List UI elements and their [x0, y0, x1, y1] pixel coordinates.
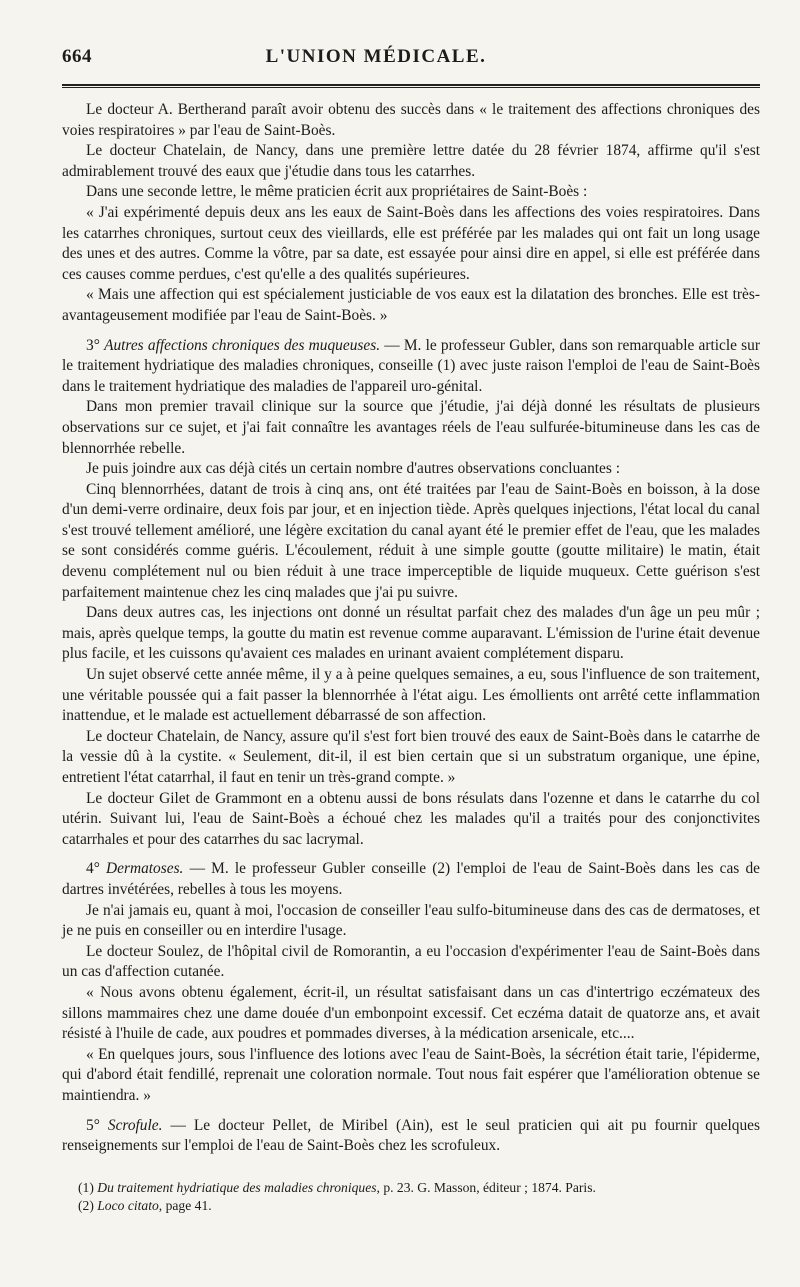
article-body	[62, 100, 760, 1157]
paragraph: Dans deux autres cas, les injections ont donné un résultat parfait chez des malades d'un âge un peu mûr ; mais, après quelque temps, la goutte du matin est revenue comme auparavant. L'émission de l'urine était devenue plus facile, et les cuissons qu'avaient ces malades en urinant avaient complétement disparu.	[62, 604, 760, 663]
paragraph: Le docteur Chatelain, de Nancy, dans une première lettre datée du 28 février 1874, affirme qu'il s'est admirablement trouvé des eaux que j'étudie dans tous les catarrhes.	[62, 142, 760, 180]
footnote: (1) Du traitement hydriatique des maladies chroniques, p. 23. G. Masson, éditeur ; 1874. Paris.	[78, 1179, 596, 1195]
paragraph: Dans une seconde lettre, le même praticien écrit aux propriétaires de Saint-Boès :	[86, 183, 588, 201]
section-heading-paragraph: 3° Autres affections chroniques des muqueuses. — M. le professeur Gubler, dans son remarquable article sur le traitement hydriatique des maladies chroniques, conseille (1) avec juste raison l'emploi de l'eau de Saint-Boès dans le traitement hydriatique des maladies de l'appareil uro-génital.	[62, 336, 760, 395]
paragraph: Le docteur Soulez, de l'hôpital civil de Romorantin, a eu l'occasion d'expérimenter l'eau de Saint-Boès dans un cas d'affection cutanée.	[62, 942, 760, 981]
paragraph: Je n'ai jamais eu, quant à moi, l'occasion de conseiller l'eau sulfo-bitumineuse dans des cas de dermatoses, et je ne puis en conseiller ou en interdire l'usage.	[62, 901, 760, 940]
header-rule	[62, 84, 760, 88]
page-number: 664	[62, 46, 92, 67]
paragraph: « Nous avons obtenu également, écrit-il, un résultat satisfaisant dans un cas d'intertrigo eczémateux des sillons mammaires chez une dame douée d'un embonpoint excessif. Cet eczéma datait de quatorze ans, et avait résisté à l'huile de cade, aux poudres et pommades diverses, à la médication arsenicale, etc....	[62, 983, 760, 1043]
paragraph: Le docteur A. Bertherand paraît avoir obtenu des succès dans « le traitement des affections chroniques des voies respiratoires » par l'eau de Saint-Boès.	[62, 101, 760, 139]
section-heading: Scrofule.	[107, 1116, 163, 1134]
paragraph: Le docteur Gilet de Grammont en a obtenu aussi de bons résulats dans l'ozenne et dans le catarrhe du col utérin. Suivant lui, l'eau de Saint-Boès a échoué chez les malades qu'il a traités pour des conjonctivites catarrhales et pour des catarrhes du sac lacrymal.	[62, 789, 760, 848]
running-header	[62, 46, 760, 68]
section-heading-paragraph: 5° Scrofule. — Le docteur Pellet, de Miribel (Ain), est le seul praticien qui ait pu fournir quelques renseignements sur l'emploi de l'eau de Saint-Boès chez les scrofuleux.	[62, 1116, 761, 1155]
paragraph: Je puis joindre aux cas déjà cités un certain nombre d'autres observations concluantes :	[86, 460, 621, 478]
footnotes	[62, 1179, 760, 1215]
running-title: L'UNION MÉDICALE.	[265, 46, 487, 67]
paragraph: « J'ai expérimenté depuis deux ans les eaux de Saint-Boès dans les affections des voies respiratoires. Dans les catarrhes chroniques, surtout ceux des vieillards, elle est préférée par les malades qui ont fait un long usage des unes et des autres. Comme la vôtre, par sa date, est essayée pour ainsi dire en appel, si elle est préférée dans ces causes comme perdues, c'est qu'elle a des qualités supérieures.	[62, 203, 760, 283]
paragraph: Cinq blennorrhées, datant de trois à cinq ans, ont été traitées par l'eau de Saint-Boès en boisson, à la dose d'un demi-verre ordinaire, deux fois par jour, et en injection tiède. Après quelques injections, l'état local du canal s'est trouvé tellement amélioré, une légère excitation du canal ayant été le premier effet de l'eau, que les malades se sont considérés comme guéris. L'écoulement, réduit à une simple goutte (goutte militaire) le matin, était devenu complétement nul ou bien réduit à une trace imperceptible de liquide muqueux. Cette guérison s'est parfaitement maintenue chez les cinq malades que j'ai pu suivre.	[62, 480, 760, 601]
paragraph: Le docteur Chatelain, de Nancy, assure qu'il s'est fort bien trouvé des eaux de Saint-Boès dans le catarrhe de la vessie dû à la cystite. « Seulement, dit-il, il est bien certain que si un substratum organique, une épine, entretient l'état catarrhal, il faut en tenir un très-grand compte. »	[62, 727, 760, 786]
section-heading: Autres affections chroniques des muqueuses.	[104, 336, 381, 354]
paragraph: Dans mon premier travail clinique sur la source que j'étudie, j'ai déjà donné les résultats de plusieurs observations sur ce sujet, et j'ai fait connaître les avantages réels de l'eau sulfurée-bitumineuse dans les cas de blennorrhée rebelle.	[62, 398, 760, 457]
paragraph: « Mais une affection qui est spécialement justiciable de vos eaux est la dilatation des bronches. Elle est très-avantageusement modifiée par l'eau de Saint-Boès. »	[62, 286, 760, 324]
paragraph: Un sujet observé cette année même, il y a à peine quelques semaines, a eu, sous l'influence de son traitement, une véritable poussée qui a fait passer la blennorrhée à l'état aigu. Les émollients ont arrêté cette inflammation inattendue, et le malade est actuellement débarrassé de son affection.	[62, 666, 760, 725]
footnote: (2) Loco citato, page 41.	[78, 1197, 212, 1213]
section-heading: Dermatoses.	[106, 860, 184, 878]
section-heading-paragraph: 4° Dermatoses. — M. le professeur Gubler conseille (2) l'emploi de l'eau de Saint-Boès dans les cas de dartres invétérées, rebelles à tous les moyens.	[62, 860, 760, 898]
paragraph: « En quelques jours, sous l'influence des lotions avec l'eau de Saint-Boès, la sécrétion était tarie, l'épiderme, qui d'abord était fendillé, reprenait une coloration normale. Tout nous fait espérer que l'amélioration obtenue se maintiendra. »	[62, 1045, 760, 1104]
